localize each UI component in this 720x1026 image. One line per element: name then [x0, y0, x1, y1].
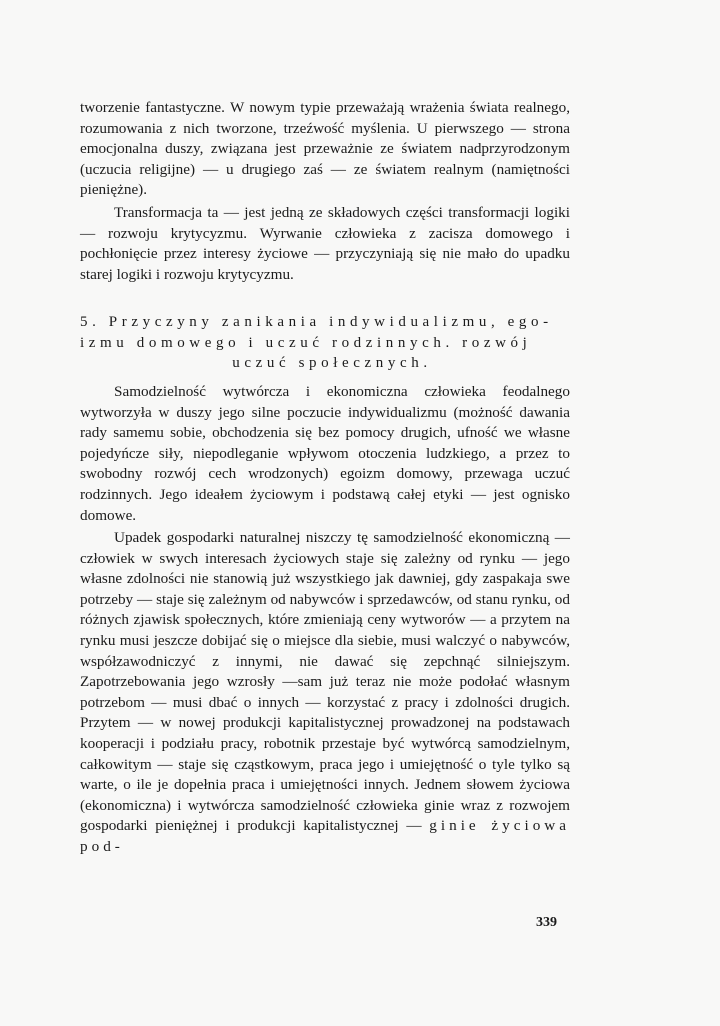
section-heading-line-3: uczuć społecznych. — [232, 355, 432, 371]
paragraph-continuation — [80, 98, 570, 201]
paragraph-upadek-main: Upadek gospodarki naturalnej niszczy tę samodzielność ekonomiczną — człowiek w swych interesach życiowych staje się zależny od rynku — jego własne zdolności nie stanowią już wszystkiego jak dawniej, gdy zaspakaja swe potrzeby — staje się zależnym od nabywców i sprzedawców, od stanu rynku, od różnych zjawisk społecznych, które zmieniają ceny wytworów — a przytem na rynku musi jeszcze dobijać się o miejsce dla siebie, musi walczyć o nabywców, współzawodniczyć z innymi, nie dawać się zepchnąć silniejszym. Zapotrzebowania jego wzrosły —sam już teraz nie może podołać własnym potrzebom — musi dbać o innych — korzystać z pracy i zdolności drugich. Przytem — w nowej produkcji kapitalistycznej prowadzonej na podstawach kooperacji i podziału pracy, robotnik przestaje być wytwórcą samodzielnym, całkowitym — staje się cząstkowym, praca jego i umiejętność o tyle tylko są warte, o ile je dopełnia praca i umiejętności innych. Jednem słowem życiowa (ekonomiczna) i wytwórcza samodzielność człowieka ginie wraz z rozwojem gospodarki pieniężnej i produkcji kapitalistycznej — — [80, 529, 570, 835]
section-heading — [80, 312, 570, 374]
paragraph-upadek-spaced: ginie życiowa pod- — [80, 817, 571, 855]
section-heading-line-1: 5. Przyczyny zanikania indywidualizmu, ego- — [80, 314, 553, 330]
section-heading-line-2: izmu domowego i uczuć rodzinnych. rozwój — [80, 334, 532, 351]
page-number: 339 — [536, 915, 557, 930]
paragraph-samodzielnosc — [80, 382, 570, 526]
paragraph-text — [80, 528, 570, 858]
paragraph-text: Samodzielność wytwórcza i ekonomiczna człowieka feodalnego wytworzyła w duszy jego silne poczucie indywidualizmu (możność dawania rady samemu sobie, obchodzenia się bez pomocy drugich, ufność we własne pojedyńcze siły, niepodleganie wpływom otoczenia ludzkiego, a przez to swobodny rozwój cech wrodzonych) egoizm domowy, przewaga uczuć rodzinnych. Jego ideałem życiowym i podstawą całej etyki — jest ognisko domowe. — [80, 383, 570, 524]
paragraph-upadek — [80, 528, 570, 858]
paragraph-text: tworzenie fantastyczne. W nowym typie przeważają wrażenia świata realnego, rozumowania z nich tworzone, trzeźwość myślenia. U pierwszego — strona emocjonalna duszy, związana jest przeważnie ze światem nadprzyrodzonym (uczucia religijne) — u drugiego zaś — ze światem realnym (namiętności pieniężne). — [80, 99, 570, 199]
paragraph-text: Transformacja ta — jest jedną ze składowych części transformacji logiki — rozwoju krytycyzmu. Wyrwanie człowieka z zacisza domowego i pochłonięcie przez interesy życiowe — przyczyniają się nie mało do upadku starej logiki i rozwoju krytycyzmu. — [80, 204, 570, 283]
paragraph-transformacja — [80, 203, 570, 285]
